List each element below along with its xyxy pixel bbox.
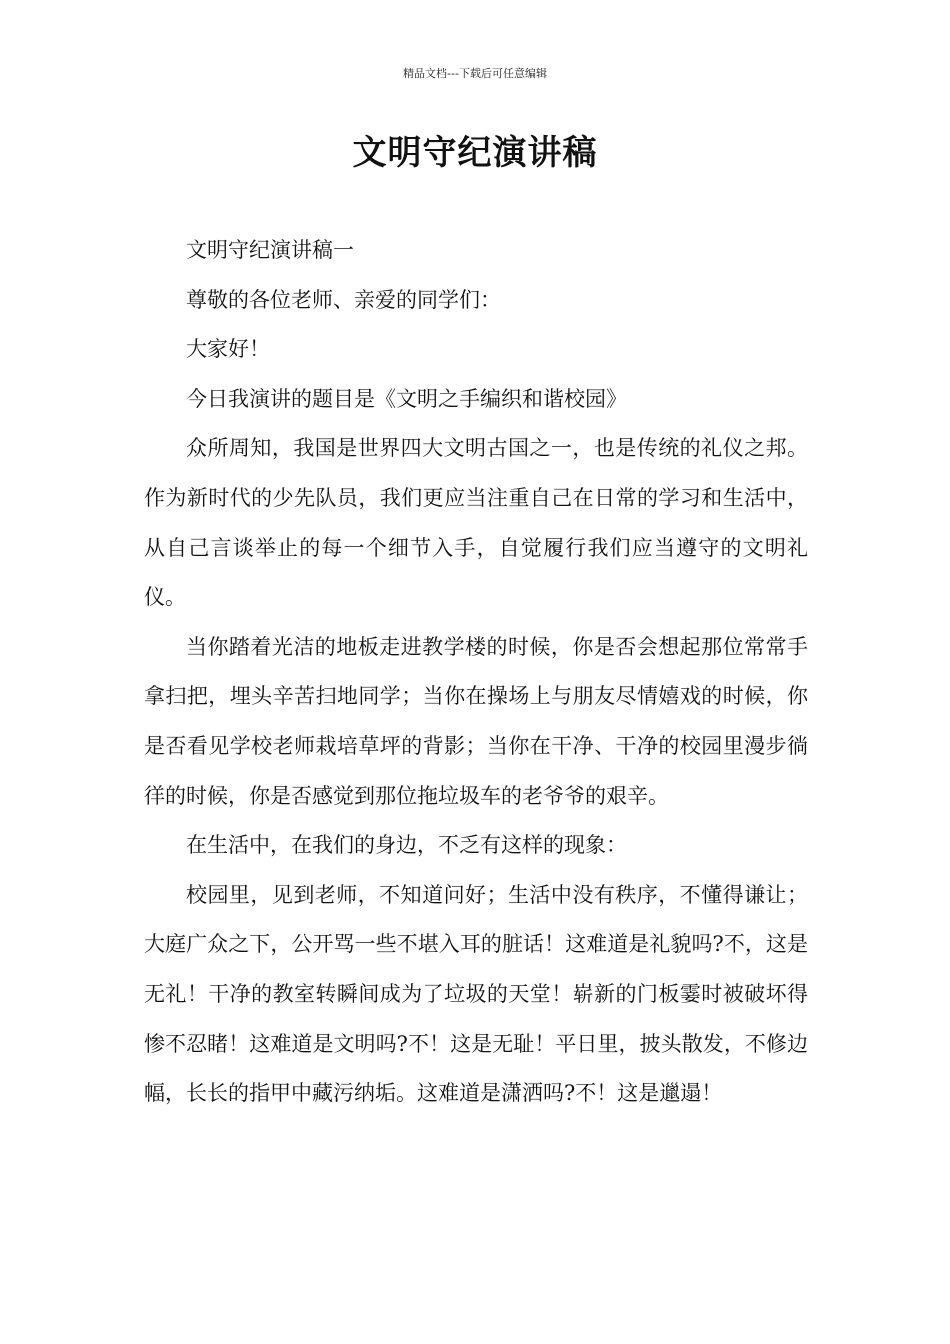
paragraph-body: 当你踏着光洁的地板走进教学楼的时候，你是否会想起那位常常手拿扫把，埋头辛苦扫地同学；当你在操场上与朋友尽情嬉戏的时候，你是否看见学校老师栽培草坪的背影；当你在干净、干净的校园里漫步徜徉的时候，你是否感觉到那位拖垃圾车的老爷爷的艰辛。 bbox=[144, 634, 808, 808]
paragraph-subtitle: 文明守纪演讲稿一 bbox=[186, 238, 354, 262]
paragraph-salutation: 尊敬的各位老师、亲爱的同学们： bbox=[186, 287, 501, 312]
paragraph-topic: 今日我演讲的题目是《文明之手编织和谐校园》 bbox=[186, 386, 627, 411]
paragraph-body: 校园里，见到老师，不知道问好；生活中没有秩序，不懂得谦让；大庭广众之下，公开骂一些不堪入耳的脏话！这难道是礼貌吗?不，这是无礼！干净的教室转瞬间成为了垃圾的天堂！崭新的门板霎时被破坏得惨不忍睹！这难道是文明吗?不！这是无耻！平日里，披头散发，不修边幅，长长的指甲中藏污纳垢。这难道是潇洒吗?不！这是邋遢！ bbox=[144, 882, 808, 1106]
paragraph-body: 在生活中，在我们的身边，不乏有这样的现象： bbox=[186, 833, 627, 858]
page-title: 文明守纪演讲稿 bbox=[352, 133, 598, 173]
document-body bbox=[144, 226, 808, 1119]
paragraph-greeting: 大家好！ bbox=[186, 337, 270, 362]
header-note: 精品文档---下载后可任意编辑 bbox=[403, 67, 547, 80]
paragraph-body: 众所周知，我国是世界四大文明古国之一，也是传统的礼仪之邦。作为新时代的少先队员，我们更应当注重自己在日常的学习和生活中，从自己言谈举止的每一个细节入手，自觉履行我们应当遵守的文明礼仪。 bbox=[144, 436, 808, 610]
